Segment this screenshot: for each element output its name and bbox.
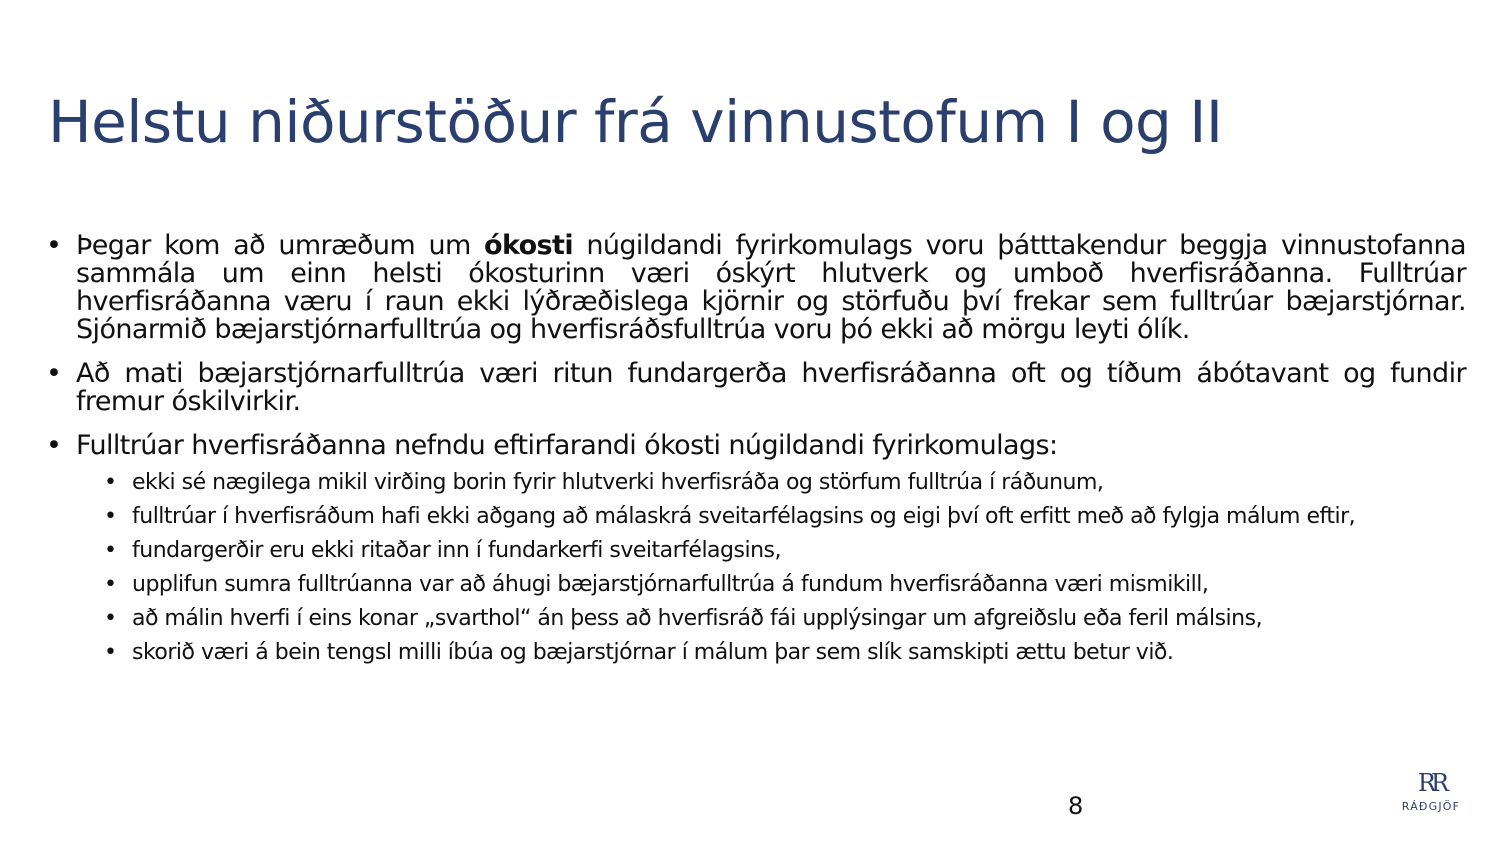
sub-bullet-item: • skorið væri á bein tengsl milli íbúa og bæjarstjórnar í málum þar sem slík samskipti ættu betur við. [132,642,1466,664]
sub-bullet-item: • fundargerðir eru ekki ritaðar inn í fundarkerfi sveitarfélagsins, [132,540,1466,562]
slide-title: Helstu niðurstöður frá vinnustofum I og II [48,88,1223,156]
slide-content [44,232,1466,676]
page-number: 8 [1068,792,1084,820]
sub-bullet-item: • að málin hverfi í eins konar „svarthol“ án þess að hverfisráð fái upplýsingar um afgreiðslu eða feril málsins, [132,608,1466,630]
bullet-representatives-list-intro [44,432,1466,460]
logo-text: RÁÐGJÖF [1401,800,1461,813]
sub-bullet-item: • fulltrúar í hverfisráðum hafi ekki aðgang að málaskrá sveitarfélagsins og eigi því oft erfitt með að fylgja málum eftir, [132,506,1466,528]
sub-bullet-item: • ekki sé nægilega mikil virðing borin fyrir hlutverki hverfisráða og störfum fulltrúa í ráðunum, [132,472,1466,494]
sub-bullet-item: • upplifun sumra fulltrúanna var að áhugi bæjarstjórnarfulltrúa á fundum hverfisráðanna væri mismikill, [132,574,1466,596]
bullet-text: Fulltrúar hverfisráðanna nefndu eftirfarandi ókosti núgildandi fyrirkomulags: [76,430,1058,461]
bullet-text: Að mati bæjarstjórnarfulltrúa væri ritun fundargerða hverfisráðanna oft og tíðum ábótavant og fundir fremur óskilvirkir. [76,358,1466,417]
company-logo [1396,770,1466,813]
logo-mark: RR [1417,769,1445,797]
bullet-disadvantages-intro [44,232,1466,344]
sub-bullet-list [132,472,1466,664]
bullet-text: Þegar kom að umræðum um [76,230,485,261]
bullet-text: núgildandi fyrirkomulags voru þátttakendur beggja vinnustofanna sammála um einn helsti ókosturinn væri óskýrt hlutverk og umboð hverfisráðanna. Fulltrúar hverfisráðanna væru í raun ekki lýðræðislega kjörnir og störfuðu því frekar sem fulltrúar bæjarstjórnar. Sjónarmið bæjarstjórnarfulltrúa og hverfisráðsfulltrúa voru þó ekki að mörgu leyti ólík. [76,230,1466,345]
bullet-council-opinion [44,360,1466,416]
bullet-emphasis: ókosti [484,230,573,261]
